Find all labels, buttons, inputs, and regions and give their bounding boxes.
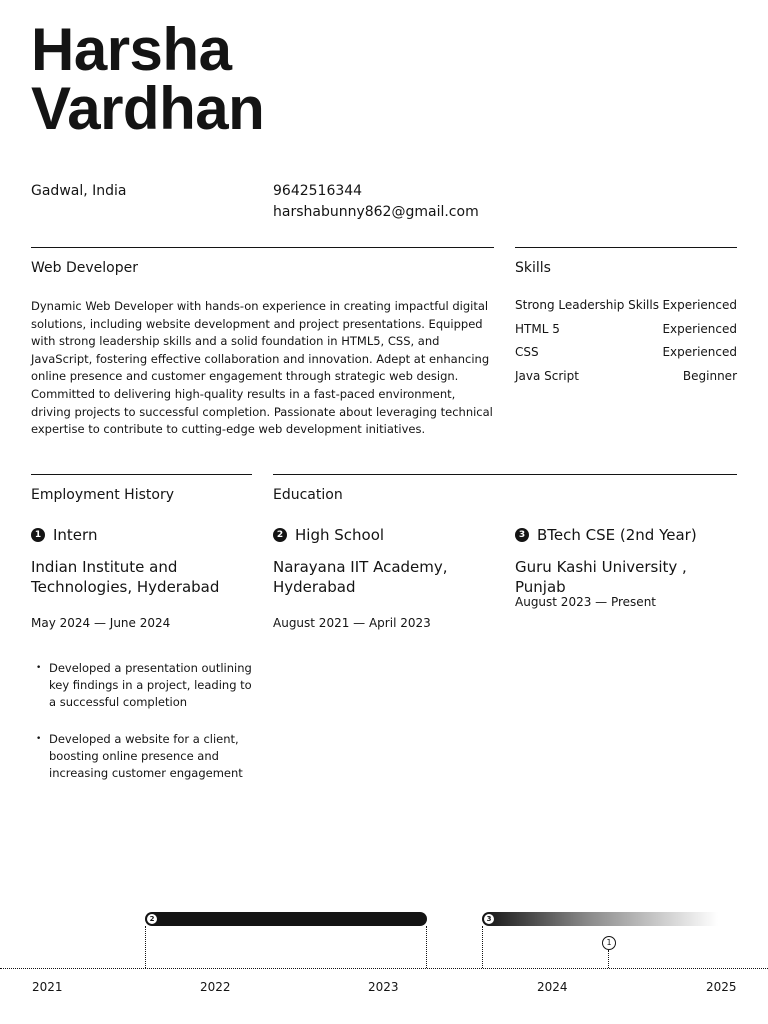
employer: Indian Institute and Technologies, Hyderabad bbox=[31, 558, 220, 596]
degree-title: High School bbox=[295, 526, 385, 544]
employment-bullets bbox=[31, 660, 252, 802]
skill-level: Experienced bbox=[662, 298, 737, 312]
school: Narayana IIT Academy, Hyderabad bbox=[273, 558, 448, 596]
employment-heading: Employment History bbox=[31, 487, 174, 503]
timeline-axis bbox=[0, 968, 768, 969]
education-heading: Education bbox=[273, 487, 343, 503]
divider-education bbox=[273, 474, 737, 475]
last-name: Vardhan bbox=[31, 75, 265, 142]
timeline-year: 2025 bbox=[706, 980, 737, 994]
timeline-marker: 1 bbox=[602, 936, 616, 950]
skill-level: Experienced bbox=[662, 322, 737, 336]
skill-name: CSS bbox=[515, 345, 539, 359]
timeline-year: 2021 bbox=[32, 980, 63, 994]
skill-name: Java Script bbox=[515, 369, 579, 383]
employment-dates: May 2024 — June 2024 bbox=[31, 616, 171, 630]
school: Guru Kashi University , Punjab bbox=[515, 558, 687, 596]
skill-level: Beginner bbox=[682, 369, 737, 383]
skills-heading: Skills bbox=[515, 260, 551, 276]
divider-profile bbox=[31, 247, 494, 248]
email[interactable]: harshabunny862@gmail.com bbox=[273, 204, 479, 220]
timeline-guide bbox=[145, 926, 146, 968]
skill-row bbox=[515, 322, 737, 336]
skill-name: Strong Leadership Skills bbox=[515, 298, 659, 312]
timeline-bar-btech bbox=[482, 912, 718, 926]
skill-level: Experienced bbox=[662, 345, 737, 359]
skill-name: HTML 5 bbox=[515, 322, 560, 336]
candidate-name bbox=[31, 16, 265, 142]
employment-role bbox=[31, 526, 97, 544]
timeline-guide bbox=[608, 950, 609, 968]
education-dates: August 2021 — April 2023 bbox=[273, 616, 431, 630]
list-item: • Developed a website for a client, boosting online presence and increasing customer engagement bbox=[31, 731, 252, 782]
role-title: Intern bbox=[53, 526, 98, 544]
first-name: Harsha bbox=[31, 16, 232, 83]
phone: 9642516344 bbox=[273, 183, 363, 199]
profile-summary: Dynamic Web Developer with hands-on experience in creating impactful digital solutions, including website development and project presentations. Equipped with strong leadership skills and a solid foundation in HTML5, CSS, and JavaScript, fostering effective collaboration and innovation. Adept at enhancing online presence and customer engagement through strategic web design. Committed to delivering high-quality results in a fast-paced environment, driving projects to successful completion. Passionate about leveraging technical expertise to contribute to cutting-edge web development initiatives. bbox=[31, 299, 493, 437]
skill-row bbox=[515, 345, 737, 359]
timeline-year: 2024 bbox=[537, 980, 568, 994]
skill-row bbox=[515, 369, 737, 383]
profile-heading: Web Developer bbox=[31, 260, 138, 276]
timeline-bar-high-school bbox=[145, 912, 427, 926]
degree-title: BTech CSE (2nd Year) bbox=[537, 526, 697, 544]
entry-number-badge: 3 bbox=[515, 528, 529, 542]
entry-number-badge: 2 bbox=[273, 528, 287, 542]
education-role bbox=[515, 526, 697, 544]
timeline-guide bbox=[426, 926, 427, 968]
timeline-marker: 3 bbox=[484, 914, 494, 924]
education-dates: August 2023 — Present bbox=[515, 595, 656, 609]
divider-skills bbox=[515, 247, 737, 248]
timeline-year: 2023 bbox=[368, 980, 399, 994]
skill-row bbox=[515, 298, 737, 312]
location: Gadwal, India bbox=[31, 183, 127, 199]
timeline-marker: 2 bbox=[147, 914, 157, 924]
divider-employment bbox=[31, 474, 252, 475]
timeline-guide bbox=[482, 926, 483, 968]
education-role bbox=[273, 526, 384, 544]
entry-number-badge: 1 bbox=[31, 528, 45, 542]
list-item: • Developed a presentation outlining key findings in a project, leading to a successful completion bbox=[31, 660, 252, 711]
timeline-year: 2022 bbox=[200, 980, 231, 994]
